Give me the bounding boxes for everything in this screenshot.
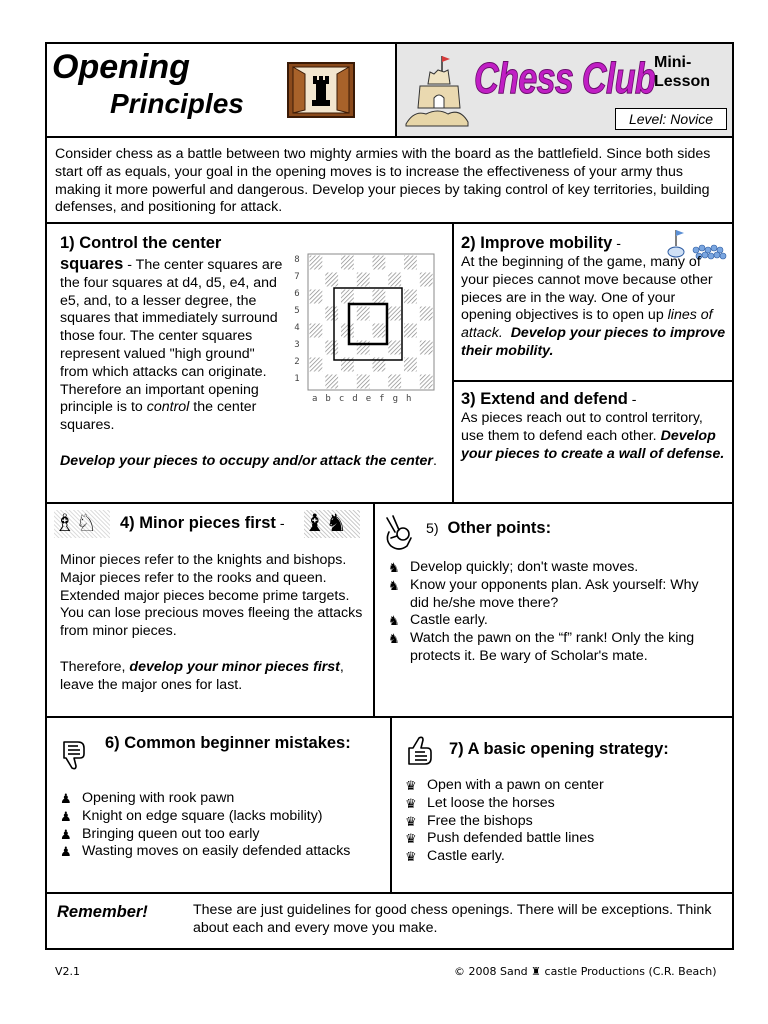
pawn-bullet-icon: ♟ [60, 826, 72, 842]
board-dark-square [357, 307, 370, 321]
white-minor-pieces-icon [54, 510, 110, 538]
section1-heading-a: 1) Control the center [60, 234, 222, 252]
board-dark-square [373, 290, 386, 304]
remember-text: These are just guidelines for good chess openings. There will be exceptions. Think about each and every move you make. [193, 902, 712, 936]
board-dark-square [325, 273, 338, 287]
board-dark-square [310, 358, 323, 372]
board-dark-square [357, 273, 370, 287]
list-item: ♞ Castle early. [388, 612, 488, 629]
ok-hand-icon [381, 514, 415, 554]
section4-para2: Therefore, develop your minor pieces first, leave the major ones for last. [60, 659, 344, 693]
board-dark-square [325, 375, 338, 389]
queen-bullet-icon: ♛ [405, 831, 417, 847]
board-dark-square [388, 307, 401, 321]
section6-list [60, 790, 385, 861]
board-dark-square [341, 324, 354, 338]
list-item: ♛ Open with a pawn on center [405, 777, 604, 793]
list-item: ♛ Castle early. [405, 848, 505, 865]
board-dark-square [373, 324, 386, 338]
section5-heading: 5) Other points: [426, 519, 552, 537]
queen-bullet-icon: ♛ [405, 795, 417, 811]
board-dark-square [404, 324, 417, 338]
level-badge: Level: Novice [615, 108, 727, 130]
section1-text: squares - The center squares are the four squares at d4, d5, e4, and e5, and, to a lesser degree, the squares that immediately surround those four. The center squares represent valued "high ground" from which attacks can originate. Therefore an important opening principle is to control the center squares. [60, 255, 283, 434]
list-item: ♛ Free the bishops [405, 812, 533, 829]
section7-heading: 7) A basic opening strategy: [449, 740, 669, 758]
board-dark-square [310, 290, 323, 304]
board-dark-square [420, 341, 433, 355]
list-item: ♛ Push defended battle lines [405, 830, 595, 847]
list-item: ♟ Knight on edge square (lacks mobility) [60, 807, 323, 824]
castle-door-icon [287, 62, 355, 118]
list-item: ♟ Wasting moves on easily defended attacks [60, 843, 351, 860]
queen-bullet-icon: ♛ [405, 813, 417, 829]
board-dark-square [357, 375, 370, 389]
knight-bullet-icon: ♞ [388, 631, 400, 647]
section6-heading: 6) Common beginner mistakes: [105, 734, 351, 752]
mini-lesson-label: Mini- Lesson [654, 54, 711, 90]
board-rank-labels: 8 7 6 5 4 3 2 1 [294, 255, 300, 384]
section2-heading: 2) Improve mobility - [461, 234, 621, 252]
board-dark-square [404, 256, 417, 270]
thumbs-down-icon [60, 738, 88, 772]
intro-text: Consider chess as a battle between two mighty armies with the board as the battlefield. Since both sides start off as equals, your goal in the opening moves is to increase the effectiveness of your army thus making it more powerful and dangerous. Develop your pieces by taking control of key territories, building defenses, and positioning for attack. [55, 146, 711, 216]
pawn-bullet-icon: ♟ [60, 791, 72, 806]
queen-bullet-icon: ♛ [405, 778, 417, 793]
board-dark-square [357, 341, 370, 355]
section1-heading-b: squares [60, 255, 124, 273]
pawn-bullet-icon: ♟ [60, 844, 72, 860]
thumbs-up-icon [405, 734, 435, 768]
white-knight-icon: ♘ [75, 510, 98, 537]
list-item: ♟ Bringing queen out too early [60, 825, 260, 842]
copyright-notice: © 2008 Sand ♜ castle Productions (C.R. Beach) [454, 965, 717, 978]
knight-bullet-icon: ♞ [388, 560, 400, 575]
section7-list [405, 777, 725, 866]
section4-para1: Minor pieces refer to the knights and bishops. Major pieces refer to the rooks and queen. Extended major pieces become prime targets. You can lose precious moves fleeing the attacks from minor pieces. [60, 552, 363, 640]
board-dark-square [388, 341, 401, 355]
list-item: ♛ Let loose the horses [405, 794, 555, 811]
board-dark-square [325, 307, 338, 321]
board-dark-square [373, 256, 386, 270]
list-item: ♞ Develop quickly; don't waste moves. [388, 559, 639, 575]
page-title-line2: Principles [110, 88, 244, 119]
section3-text: As pieces reach out to control territory, use them to defend each other. Develop your pieces to create a wall of defense. [461, 410, 725, 462]
section5-list [388, 559, 718, 666]
black-minor-pieces-icon [304, 510, 360, 538]
pawn-bullet-icon: ♟ [60, 808, 72, 824]
list-item: ♞ Watch the pawn on the “f” rank! Only the king protects it. Be wary of Scholar's mate. [388, 630, 695, 664]
board-dark-square [420, 273, 433, 287]
board-dark-square [388, 273, 401, 287]
board-dark-square [341, 290, 354, 304]
board-file-labels: a b c d e f g h [312, 394, 412, 404]
board-dark-square [404, 290, 417, 304]
section3-heading: 3) Extend and defend - [461, 390, 637, 408]
knight-bullet-icon: ♞ [388, 577, 400, 593]
list-item: ♞ Know your opponents plan. Ask yourself: Why did he/she move there? [388, 576, 699, 611]
rook-icon: ♜ [531, 965, 542, 978]
section1-tip: Develop your pieces to occupy and/or attack the center. [60, 453, 437, 469]
board-dark-square [310, 256, 323, 270]
chess-club-logo: Chess Club [474, 54, 655, 103]
board-dark-square [310, 324, 323, 338]
board-dark-square [341, 256, 354, 270]
board-dark-square [420, 375, 433, 389]
sandcastle-icon [404, 50, 470, 128]
white-bishop-icon: ♗ [54, 510, 76, 537]
black-knight-icon: ♞ [325, 510, 348, 537]
section4-heading: 4) Minor pieces first - [120, 514, 285, 532]
center-squares-board-diagram [290, 250, 438, 410]
board-dark-square [388, 375, 401, 389]
board-dark-square [420, 307, 433, 321]
page-title-line1: Opening [52, 48, 190, 86]
remember-label: Remember! [57, 903, 148, 921]
version-label: V2.1 [55, 965, 81, 978]
board-dark-square [404, 358, 417, 372]
knight-bullet-icon: ♞ [388, 613, 400, 629]
list-item: ♟ Opening with rook pawn [60, 790, 235, 806]
board-dark-square [325, 341, 338, 355]
section2-text: At the beginning of the game, many of your pieces cannot move because other pieces are in the way. One of your opening objectives is to open up lines of attack. Develop your pieces to improve their mobility. [461, 254, 726, 359]
black-bishop-icon: ♝ [304, 510, 326, 537]
queen-bullet-icon: ♛ [405, 849, 417, 865]
